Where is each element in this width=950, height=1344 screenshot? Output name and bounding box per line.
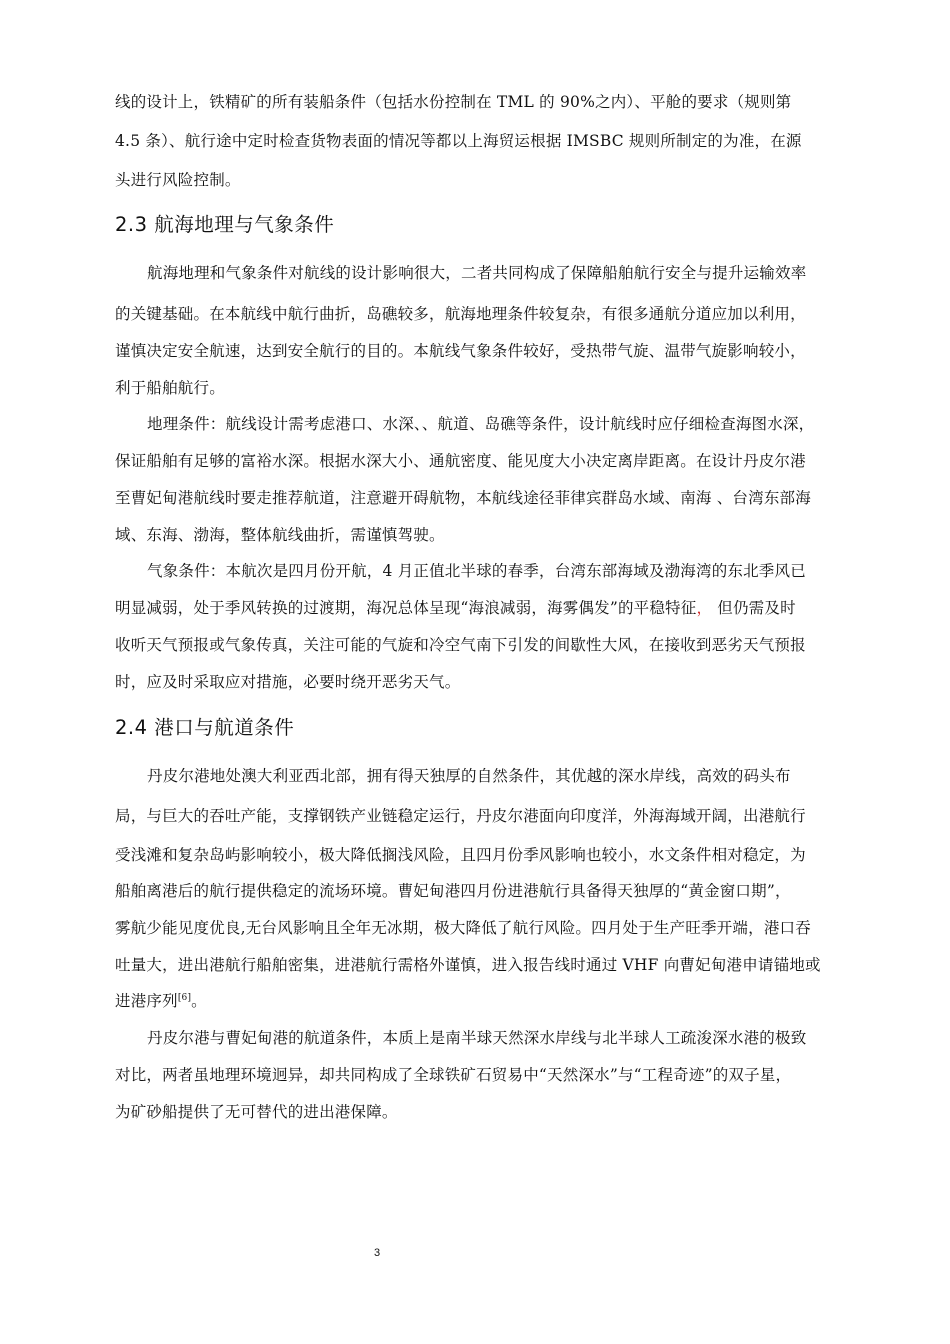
text-span: 但仍需及时 xyxy=(712,599,796,617)
paragraph-line: 吐量大，进出港航行船舶密集，进港航行需格外谨慎，进入报告线时通过 VHF 向曹妃甸港申请锚地或 xyxy=(115,956,821,974)
paragraph-line: 丹皮尔港地处澳大利亚西北部，拥有得天独厚的自然条件，其优越的深水岸线，高效的码头布 xyxy=(147,767,791,785)
citation-ref: [6] xyxy=(177,992,192,1003)
paragraph-line: 谨慎决定安全航速，达到安全航行的目的。本航线气象条件较好，受热带气旋、温带气旋影响较小， xyxy=(115,342,806,360)
paragraph-line: 线的设计上，铁精矿的所有装船条件（包括水份控制在 TML 的 90%之内）、平舱的要求（规则第 xyxy=(115,93,792,111)
paragraph-line: 船舶离港后的航行提供稳定的流场环境。曹妃甸港四月份进港航行具备得天独厚的“黄金窗口期”， xyxy=(115,882,791,900)
section-heading-2-4: 2.4 港口与航道条件 xyxy=(115,716,295,739)
paragraph-line: 航海地理和气象条件对航线的设计影响很大，二者共同构成了保障船舶航行安全与提升运输效率 xyxy=(147,264,807,282)
paragraph-line: 地理条件：航线设计需考虑港口、水深、、航道、岛礁等条件，设计航线时应仔细检查海图水深， xyxy=(147,415,815,433)
paragraph-line: 雾航少能见度优良,无台风影响且全年无冰期，极大降低了航行风险。四月处于生产旺季开端，港口吞 xyxy=(115,919,811,937)
paragraph-line: 保证船舶有足够的富裕水深。根据水深大小、通航密度、能见度大小决定离岸距离。在设计丹皮尔港 xyxy=(115,452,806,470)
text-span: 明显减弱，处于季风转换的过渡期，海况总体呈现“海浪减弱，海雾偶发”的平稳特征 xyxy=(115,599,697,617)
paragraph-line: 丹皮尔港与曹妃甸港的航道条件，本质上是南半球天然深水岸线与北半球人工疏浚深水港的极致 xyxy=(147,1029,807,1047)
section-heading-2-3: 2.3 航海地理与气象条件 xyxy=(115,213,335,236)
page-number: 3 xyxy=(373,1247,381,1259)
paragraph-line: 利于船舶航行。 xyxy=(115,379,225,397)
paragraph-line: 域、东海、渤海，整体航线曲折，需谨慎驾驶。 xyxy=(115,526,445,544)
paragraph-line: 头进行风险控制。 xyxy=(115,171,241,189)
paragraph-line: 对比，两者虽地理环境迥异，却共同构成了全球铁矿石贸易中“天然深水”与“工程奇迹”的双子星， xyxy=(115,1066,792,1084)
paragraph-line xyxy=(115,991,207,1011)
paragraph-line: 至曹妃甸港航线时要走推荐航道，注意避开碍航物，本航线途径菲律宾群岛水域、南海 、台湾东部海 xyxy=(115,489,811,507)
highlighted-comma: ， xyxy=(696,599,713,617)
paragraph-line: 的关键基础。在本航线中航行曲折，岛礁较多，航海地理条件较复杂，有很多通航分道应加以利用， xyxy=(115,305,806,323)
paragraph-line: 收听天气预报或气象传真，关注可能的气旋和冷空气南下引发的间歇性大风，在接收到恶劣天气预报 xyxy=(115,636,806,654)
text-span: 进港序列 xyxy=(115,992,178,1010)
paragraph-line: 受浅滩和复杂岛屿影响较小，极大降低搁浅风险，且四月份季风影响也较小，水文条件相对稳定，为 xyxy=(115,846,806,864)
text-span: 。 xyxy=(191,992,207,1010)
paragraph-line: 为矿砂船提供了无可替代的进出港保障。 xyxy=(115,1103,398,1121)
paragraph-line: 气象条件：本航次是四月份开航，4 月正值北半球的春季，台湾东部海域及渤海湾的东北季风已 xyxy=(147,562,806,580)
paragraph-line: 4.5 条）、航行途中定时检查货物表面的情况等都以上海贸运根据 IMSBC 规则所制定的为准，在源 xyxy=(115,132,802,150)
paragraph-line xyxy=(115,598,796,618)
paragraph-line: 局，与巨大的吞吐产能，支撑钢铁产业链稳定运行，丹皮尔港面向印度洋，外海海域开阔，出港航行 xyxy=(115,807,806,825)
paragraph-line: 时，应及时采取应对措施，必要时绕开恶劣天气。 xyxy=(115,673,461,691)
